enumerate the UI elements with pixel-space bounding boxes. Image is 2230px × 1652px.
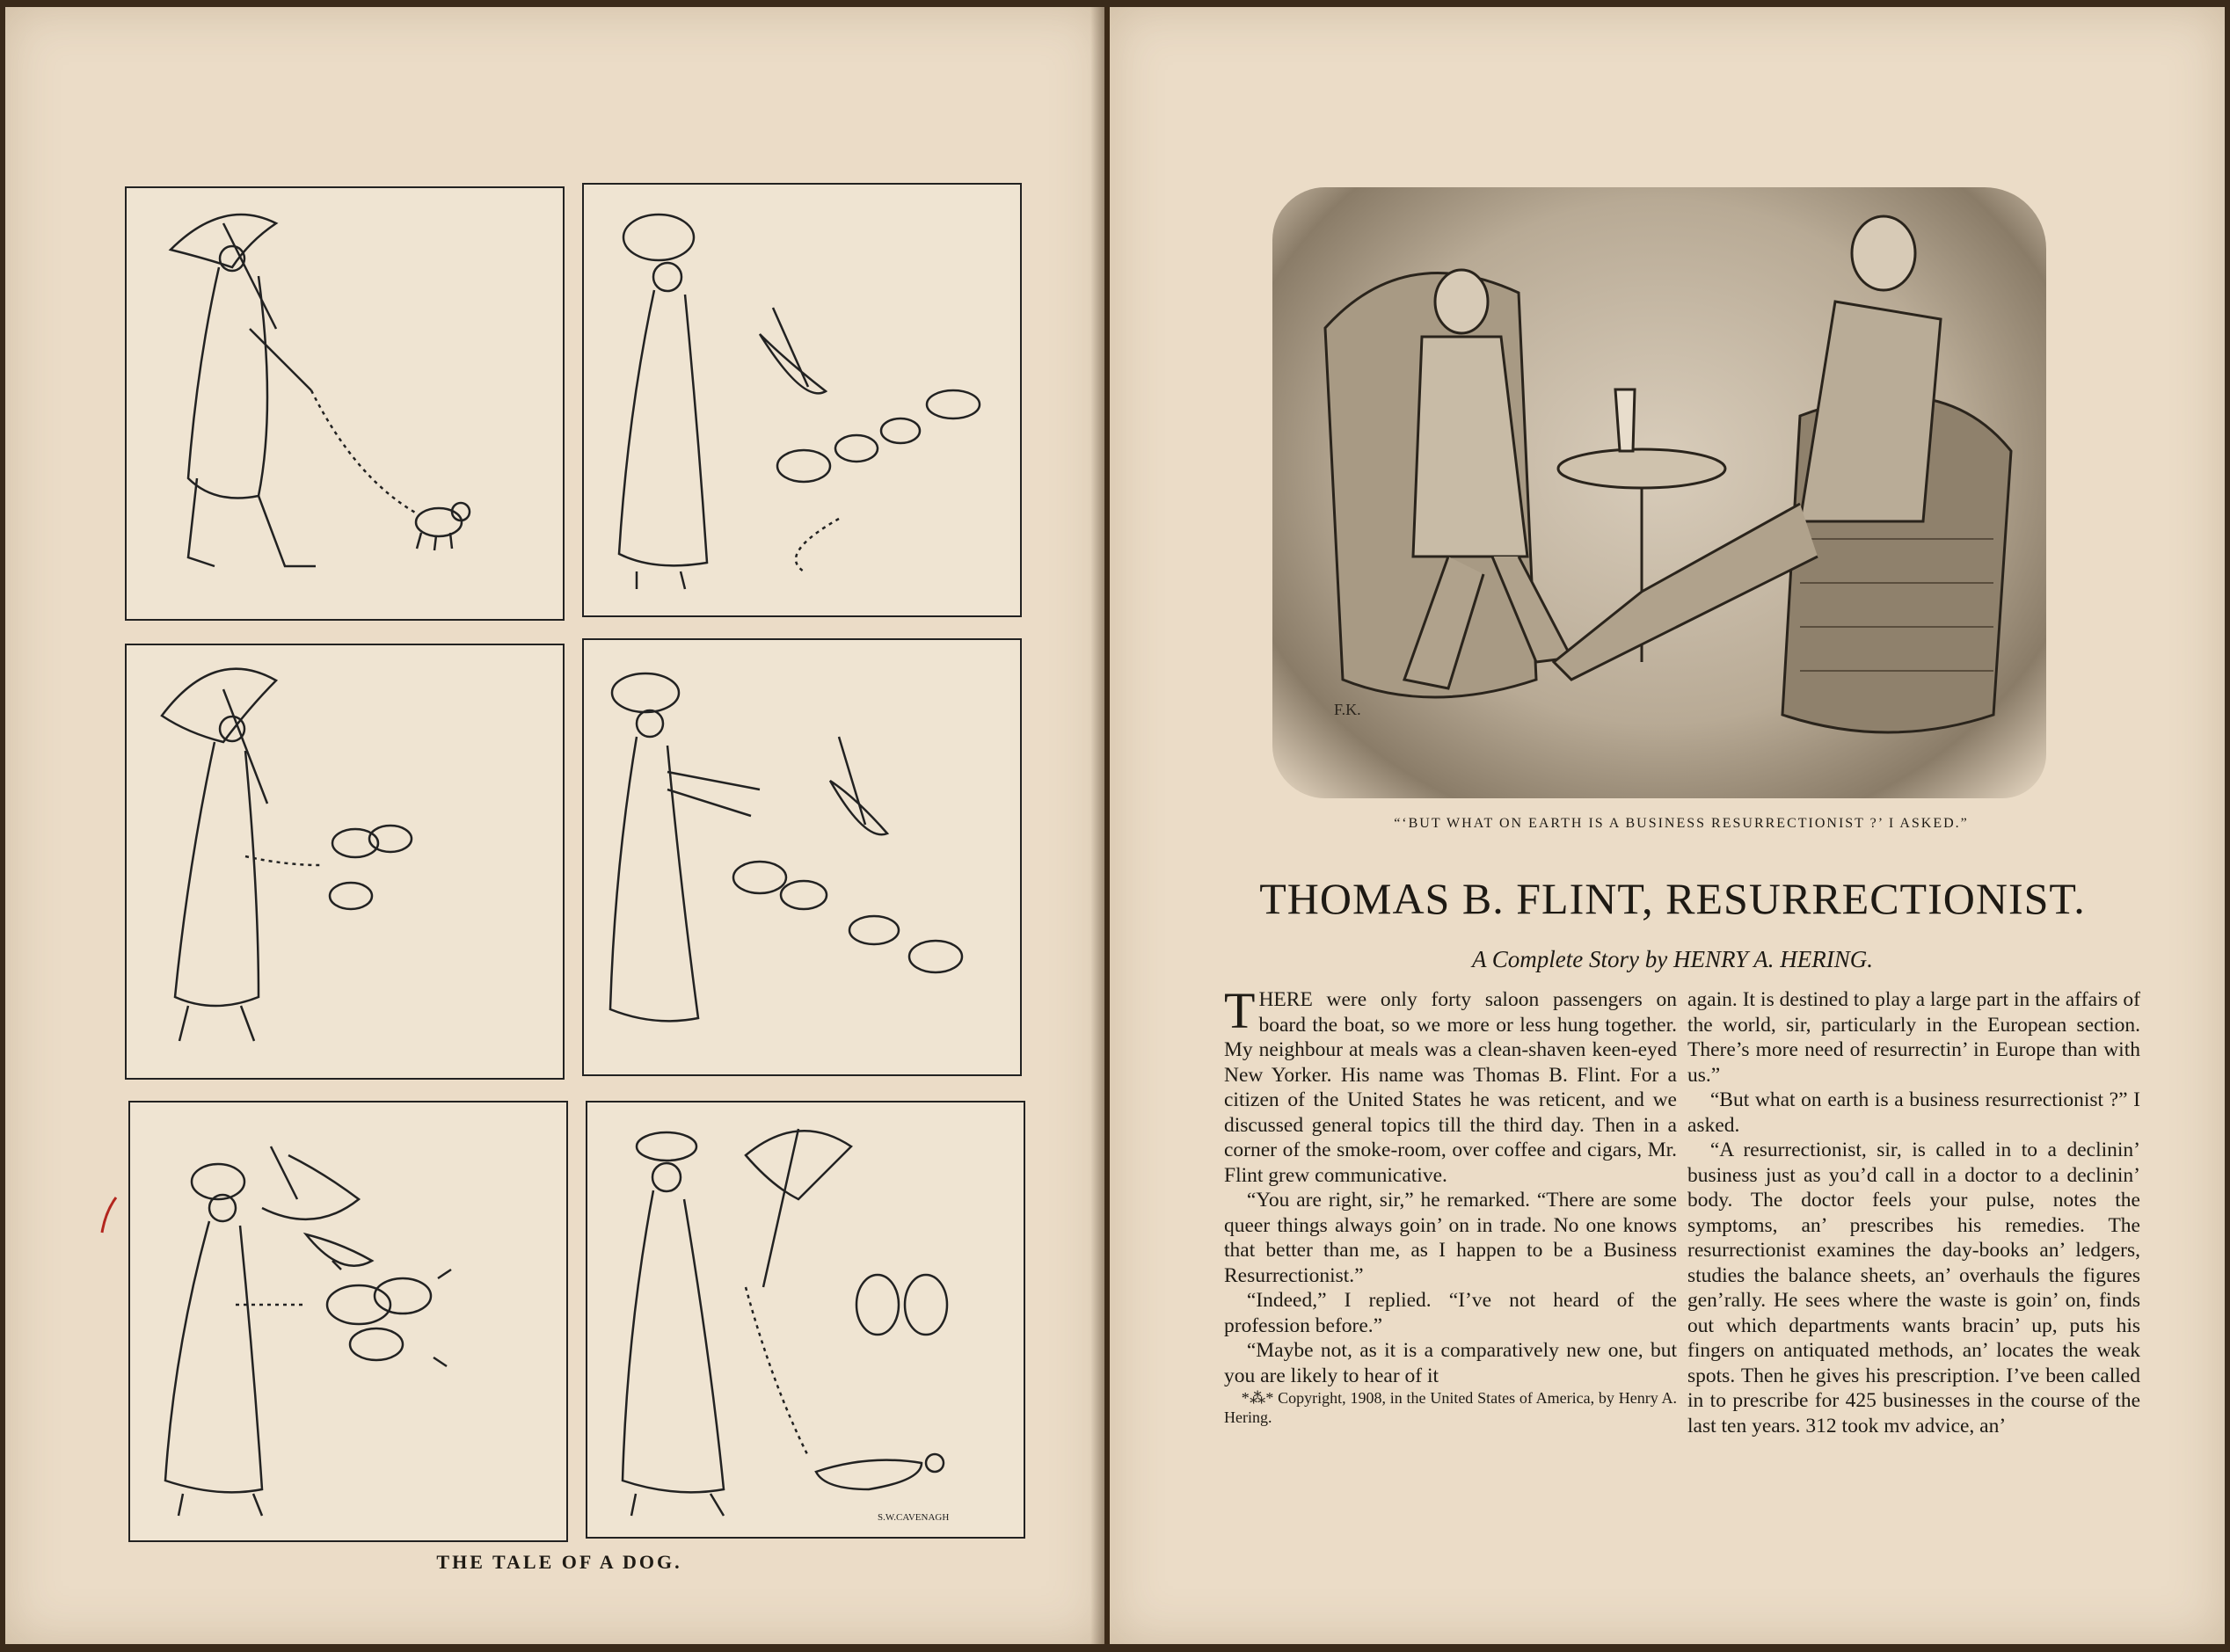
story-byline: A Complete Story by HENRY A. HERING.: [1472, 946, 1873, 972]
left-page: [5, 7, 1104, 1644]
text-column-2: [1687, 987, 2140, 1438]
right-page: [1110, 7, 2225, 1644]
comic-panel-6-drawing: [587, 1103, 1024, 1537]
comic-panel-4-drawing: [584, 640, 1020, 1074]
paragraph: [1224, 982, 1677, 1188]
comic-panel-1: [125, 186, 565, 621]
copyright-footnote: *⁂* Copyright, 1908, in the United States of America, by Henry A. Hering.: [1224, 1389, 1677, 1426]
comic-caption: THE TALE OF A DOG.: [436, 1551, 682, 1573]
story-illustration: [1272, 187, 2046, 798]
comic-panel-5: [128, 1101, 568, 1542]
comic-panel-2-drawing: [584, 185, 1020, 615]
story-title: THOMAS B. FLINT, RESURRECTIONIST.: [1259, 874, 2086, 923]
paragraph: “But what on earth is a business resurrectionist ?” I asked.: [1687, 1088, 2140, 1137]
paragraph: “A resurrectionist, sir, is called in to a declinin’ business just as you’d call in a doctor to a declinin’ body. The doctor feels your pulse, notes the symptoms, an’ prescribes his remedies. The resurrectionist examines the day-books an’ ledgers, studies the balance sheets, an’ overhauls the figures gen’rally. He sees where the waste is goin’ on, finds out which departments wants bracin’ up, puts his fingers on antiquated methods, an’ locates the weak spots. Then he gives his prescription. I’ve been called in to prescribe for 425 businesses in the course of the last ten years. 312 took mv advice, an’: [1687, 1139, 2140, 1437]
comic-panel-1-drawing: [127, 188, 563, 619]
paragraph: again. It is destined to play a large part in the affairs of the world, sir, particularly in the European section. There’s more need of resurrectin’ in Europe than with us.”: [1687, 988, 2140, 1087]
paragraph: “Indeed,” I replied. “I’ve not heard of the profession before.”: [1224, 1289, 1677, 1337]
comic-panel-5-drawing: [130, 1103, 566, 1540]
comic-panel-3-drawing: [127, 645, 563, 1078]
red-ink-mark: [97, 1194, 123, 1238]
two-men-seated-drawing: [1272, 187, 2046, 798]
comic-panel-4: [582, 638, 1022, 1076]
illustrator-monogram: F.K.: [1334, 701, 1361, 718]
comic-panel-3: [125, 644, 565, 1080]
paragraph: “Maybe not, as it is a comparatively new one, but you are likely to hear of it: [1224, 1339, 1677, 1387]
drop-cap: T: [1224, 982, 1256, 1039]
illustration-caption: “‘BUT WHAT ON EARTH IS A BUSINESS RESURRECTIONIST ?’ I ASKED.”: [1394, 816, 1969, 831]
comic-panel-2: [582, 183, 1022, 617]
paragraph: “You are right, sir,” he remarked. “There are some queer things always goin’ on in trade. No one knows that better than me, as I happen to be a Business Resurrectionist.”: [1224, 1189, 1677, 1287]
paragraph-text: HERE were only forty saloon passengers on board the boat, so we more or less hung together. My neighbour at meals was a clean-shaven keen-eyed New Yorker. His name was Thomas B. Flint. For a citizen of the United States he was reticent, and we discussed general topics till the third day. Then in a corner of the smoke-room, over coffee and cigars, Mr. Flint grew communicative.: [1224, 988, 1677, 1187]
comic-panel-6: [586, 1101, 1025, 1539]
text-column-1: [1224, 982, 1677, 1427]
artist-signature: S.W.CAVENAGH: [878, 1512, 950, 1523]
